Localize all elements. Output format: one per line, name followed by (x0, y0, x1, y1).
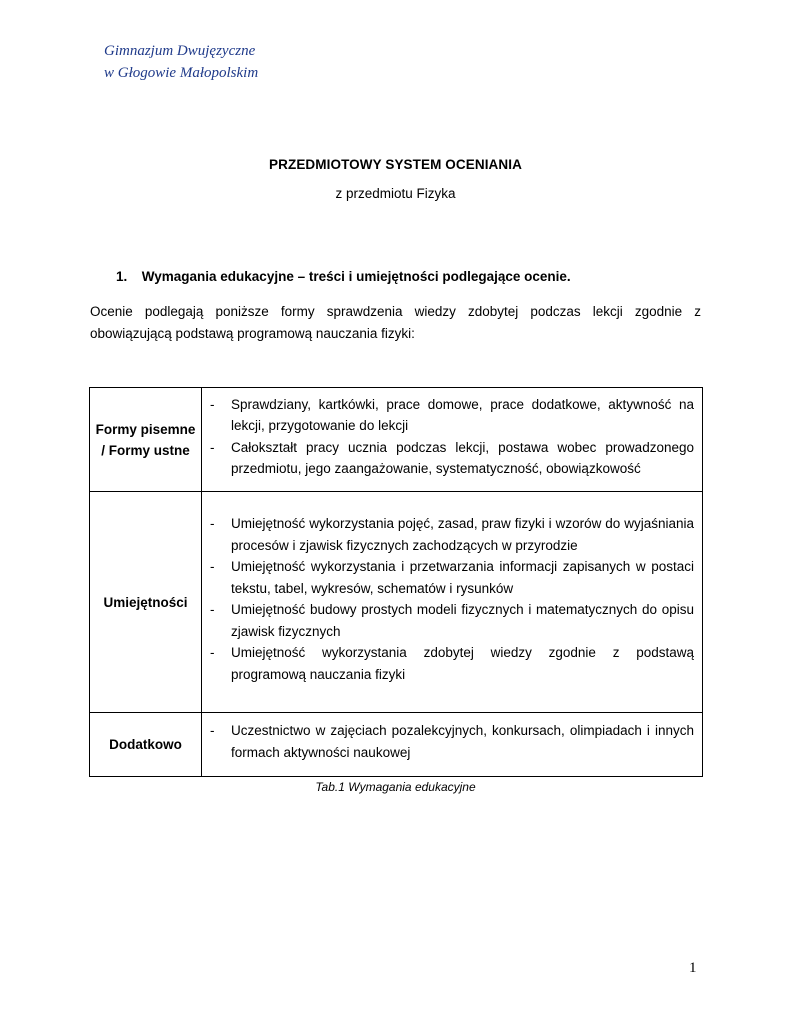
section-title: Wymagania edukacyjne – treści i umiejętności podlegające ocenie. (141, 269, 571, 284)
table-caption: Tab.1 Wymagania edukacyjne (315, 780, 476, 794)
intro-paragraph: Ocenie podlegają poniższe formy sprawdzenia wiedzy zdobytej podczas lekcji zgodnie z obowiązującą podstawą programową nauczania fizyki: (90, 304, 701, 341)
row-content (202, 492, 703, 713)
row-label (90, 713, 202, 777)
list-item: - Umiejętność wykorzystania i przetwarzania informacji zapisanych w postaci tekstu, tabel, wykresów, schematów i rysunków (208, 556, 694, 599)
table-row (90, 492, 703, 713)
item-list (208, 720, 694, 763)
list-item: - Umiejętność wykorzystania pojęć, zasad, praw fizyki i wzorów do wyjaśniania procesów i zjawisk fizycznych zachodzących w przyrodzie (208, 513, 694, 556)
document-title: PRZEDMIOTOWY SYSTEM OCENIANIA (269, 157, 522, 172)
item-list (208, 513, 694, 685)
list-item: - Uczestnictwo w zajęciach pozalekcyjnych, konkursach, olimpiadach i innych formach aktywności naukowej (208, 720, 694, 763)
row-label (90, 492, 202, 713)
school-name-line1: Gimnazjum Dwujęzyczne (104, 43, 256, 59)
school-name-line2: w Głogowie Małopolskim (104, 65, 259, 81)
row-content (202, 388, 703, 492)
section-heading (116, 269, 571, 284)
row-content (202, 713, 703, 777)
page-number: 1 (689, 960, 697, 976)
row-label (90, 388, 202, 492)
requirements-table (89, 387, 703, 777)
row-label-text: Dodatkowo (109, 737, 182, 752)
row-label-text: Formy pisemne / Formy ustne (95, 421, 196, 458)
document-subtitle: z przedmiotu Fizyka (335, 186, 456, 201)
list-item: - Sprawdziany, kartkówki, prace domowe, prace dodatkowe, aktywność na lekcji, przygotowanie do lekcji (208, 394, 694, 437)
list-item: - Umiejętność wykorzystania zdobytej wiedzy zgodnie z podstawą programową nauczania fizyki (208, 642, 694, 685)
table-row (90, 388, 703, 492)
row-label-text: Umiejętności (103, 594, 188, 610)
item-list (208, 394, 694, 480)
table-row (90, 713, 703, 777)
list-item: - Całokształt pracy ucznia podczas lekcji, postawa wobec prowadzonego przedmiotu, jego zaangażowanie, systematyczność, obowiązkowość (208, 437, 694, 480)
school-header (104, 40, 258, 84)
section-number: 1. (116, 269, 128, 284)
list-item: - Umiejętność budowy prostych modeli fizycznych i matematycznych do opisu zjawisk fizycznych (208, 599, 694, 642)
